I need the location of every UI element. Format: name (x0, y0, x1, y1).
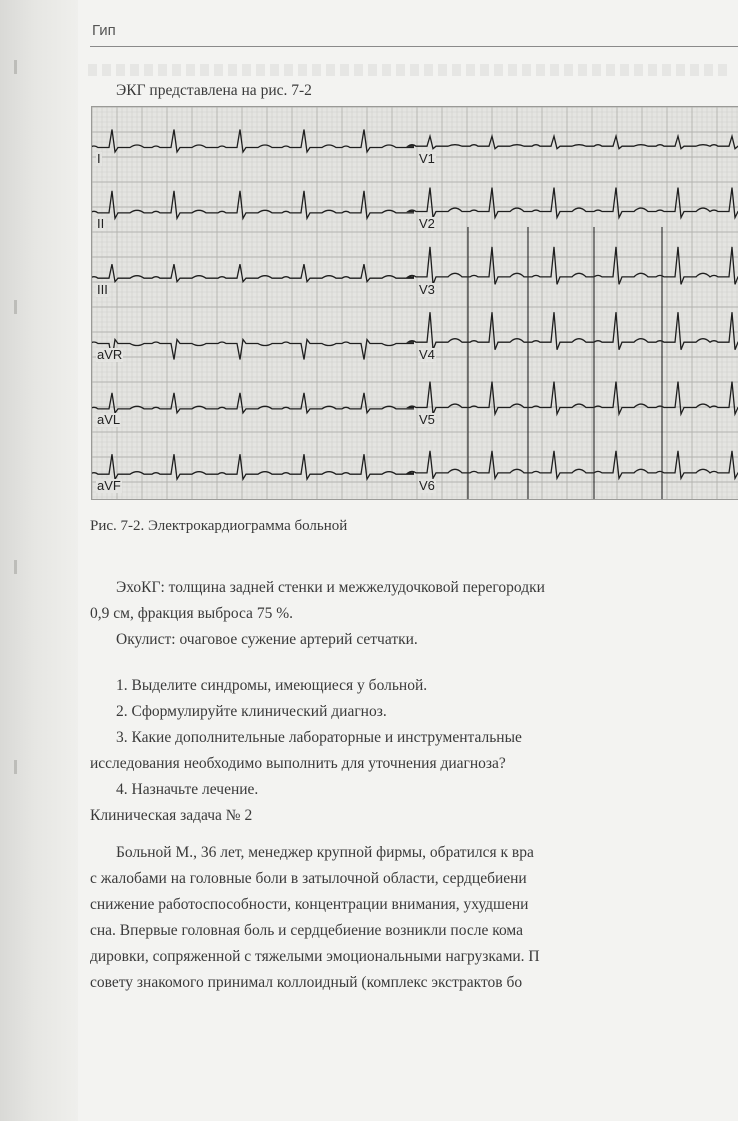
ecg-lead-trace (92, 393, 414, 413)
ecg-lead-trace (92, 340, 414, 360)
header-rule (90, 46, 738, 47)
gutter-mark (14, 760, 17, 774)
ecg-lead-trace (92, 191, 414, 219)
ecg-lead-label: aVL (97, 412, 121, 428)
ecg-trace (92, 107, 738, 499)
ecg-lead-trace (408, 312, 738, 350)
question-item: 4. Назначьте лечение. (116, 781, 259, 798)
task-text-line: дировки, сопряженной с тяжелыми эмоциональными нагрузками. П (90, 948, 540, 965)
figure-caption: Рис. 7-2. Электрокардиограмма больной (90, 518, 348, 534)
ecg-lead-label: V6 (419, 477, 435, 493)
ecg-lead-label: V3 (419, 281, 435, 297)
scan-gutter (0, 0, 78, 1121)
gutter-mark (14, 300, 17, 314)
ecg-lead-label: V1 (419, 150, 435, 166)
task-text-line: снижение работоспособности, концентрации внимания, ухудшени (90, 896, 529, 913)
question-item: 1. Выделите синдромы, имеющиеся у больной. (116, 677, 428, 694)
ecg-figure (91, 106, 738, 500)
ecg-lead-label: aVR (97, 346, 123, 362)
gutter-mark (14, 60, 17, 74)
book-page (84, 0, 738, 1121)
ecg-lead-label: V5 (419, 412, 435, 428)
question-item: исследования необходимо выполнить для уточнения диагноза? (90, 755, 506, 772)
running-head: Гип (92, 22, 116, 39)
ecg-lead-label: V2 (419, 216, 435, 232)
task-text-line: Больной М., 36 лет, менеджер крупной фирмы, обратился к вра (116, 844, 534, 861)
bleed-through (88, 64, 728, 76)
echo-finding-line: 0,9 см, фракция выброса 75 %. (90, 605, 293, 622)
ecg-lead-trace (92, 454, 414, 479)
ecg-grid-minor (92, 107, 738, 499)
gutter-mark (14, 560, 17, 574)
ecg-lead-trace (408, 451, 738, 479)
ecg-lead-trace (408, 382, 738, 415)
ecg-lead-label: I (97, 150, 101, 166)
figure-reference: ЭКГ представлена на рис. 7-2 (116, 82, 312, 99)
task-text-line: с жалобами на головные боли в затылочной области, сердцебиени (90, 870, 527, 887)
task-heading: Клиническая задача № 2 (90, 807, 253, 824)
question-item: 3. Какие дополнительные лабораторные и инструментальные (116, 729, 522, 746)
task-text-line: совету знакомого принимал коллоидный (комплекс экстрактов бо (90, 974, 523, 991)
ecg-lead-trace (408, 247, 738, 285)
echo-finding-line: ЭхоКГ: толщина задней стенки и межжелудочковой перегородки (116, 579, 545, 596)
ophthalmology-finding: Окулист: очаговое сужение артерий сетчатки. (116, 631, 418, 648)
ecg-lead-trace (92, 130, 414, 153)
ecg-lead-label: II (97, 216, 105, 232)
ecg-lead-label: aVF (97, 477, 121, 493)
ecg-lead-label: V4 (419, 346, 435, 362)
ecg-grid-major (92, 107, 738, 499)
task-text-line: сна. Впервые головная боль и сердцебиение возникли после кома (90, 922, 523, 939)
question-item: 2. Сформулируйте клинический диагноз. (116, 703, 387, 720)
ecg-lead-label: III (97, 281, 108, 297)
